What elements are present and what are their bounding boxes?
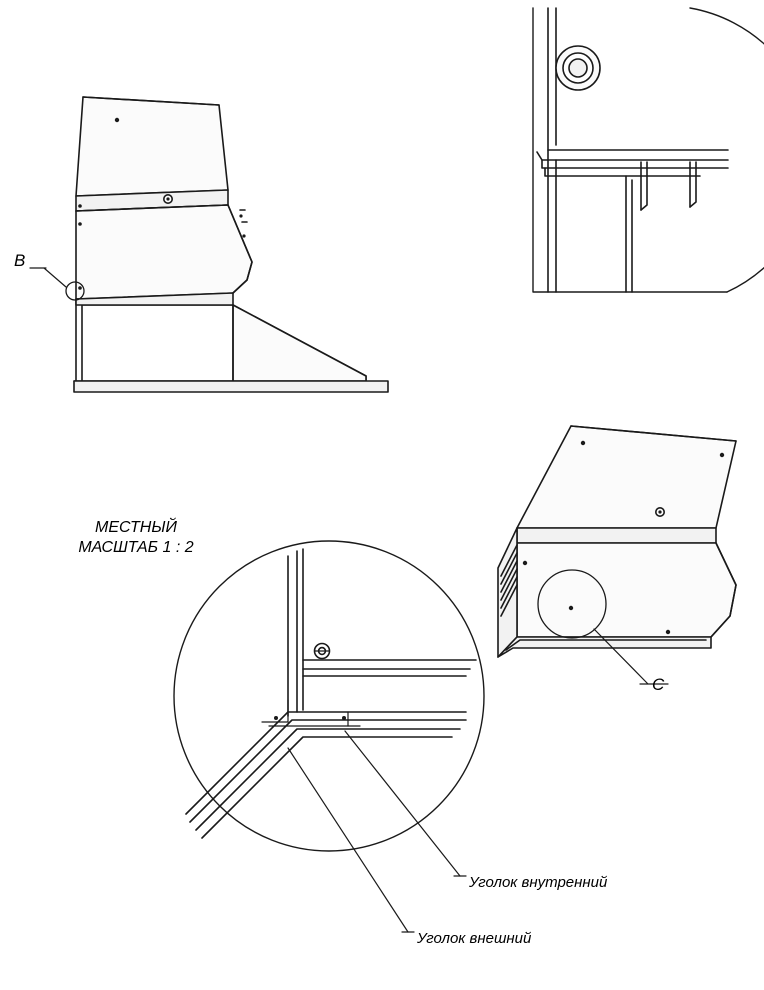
callout-angle-inner: Уголок внутренний [469, 874, 608, 891]
detail-label-b: B [14, 251, 26, 270]
detail-view-top-right [533, 8, 764, 292]
isometric-view [498, 426, 736, 684]
callout-angle-outer: Уголок внешний [417, 930, 532, 947]
side-elevation-view [30, 97, 388, 392]
local-scale-line-2: МАСШТАБ 1 : 2 [78, 539, 194, 556]
local-detail-view [174, 541, 484, 932]
local-scale-line-1: МЕСТНЫЙ [95, 519, 177, 536]
detail-label-c: C [652, 675, 665, 694]
